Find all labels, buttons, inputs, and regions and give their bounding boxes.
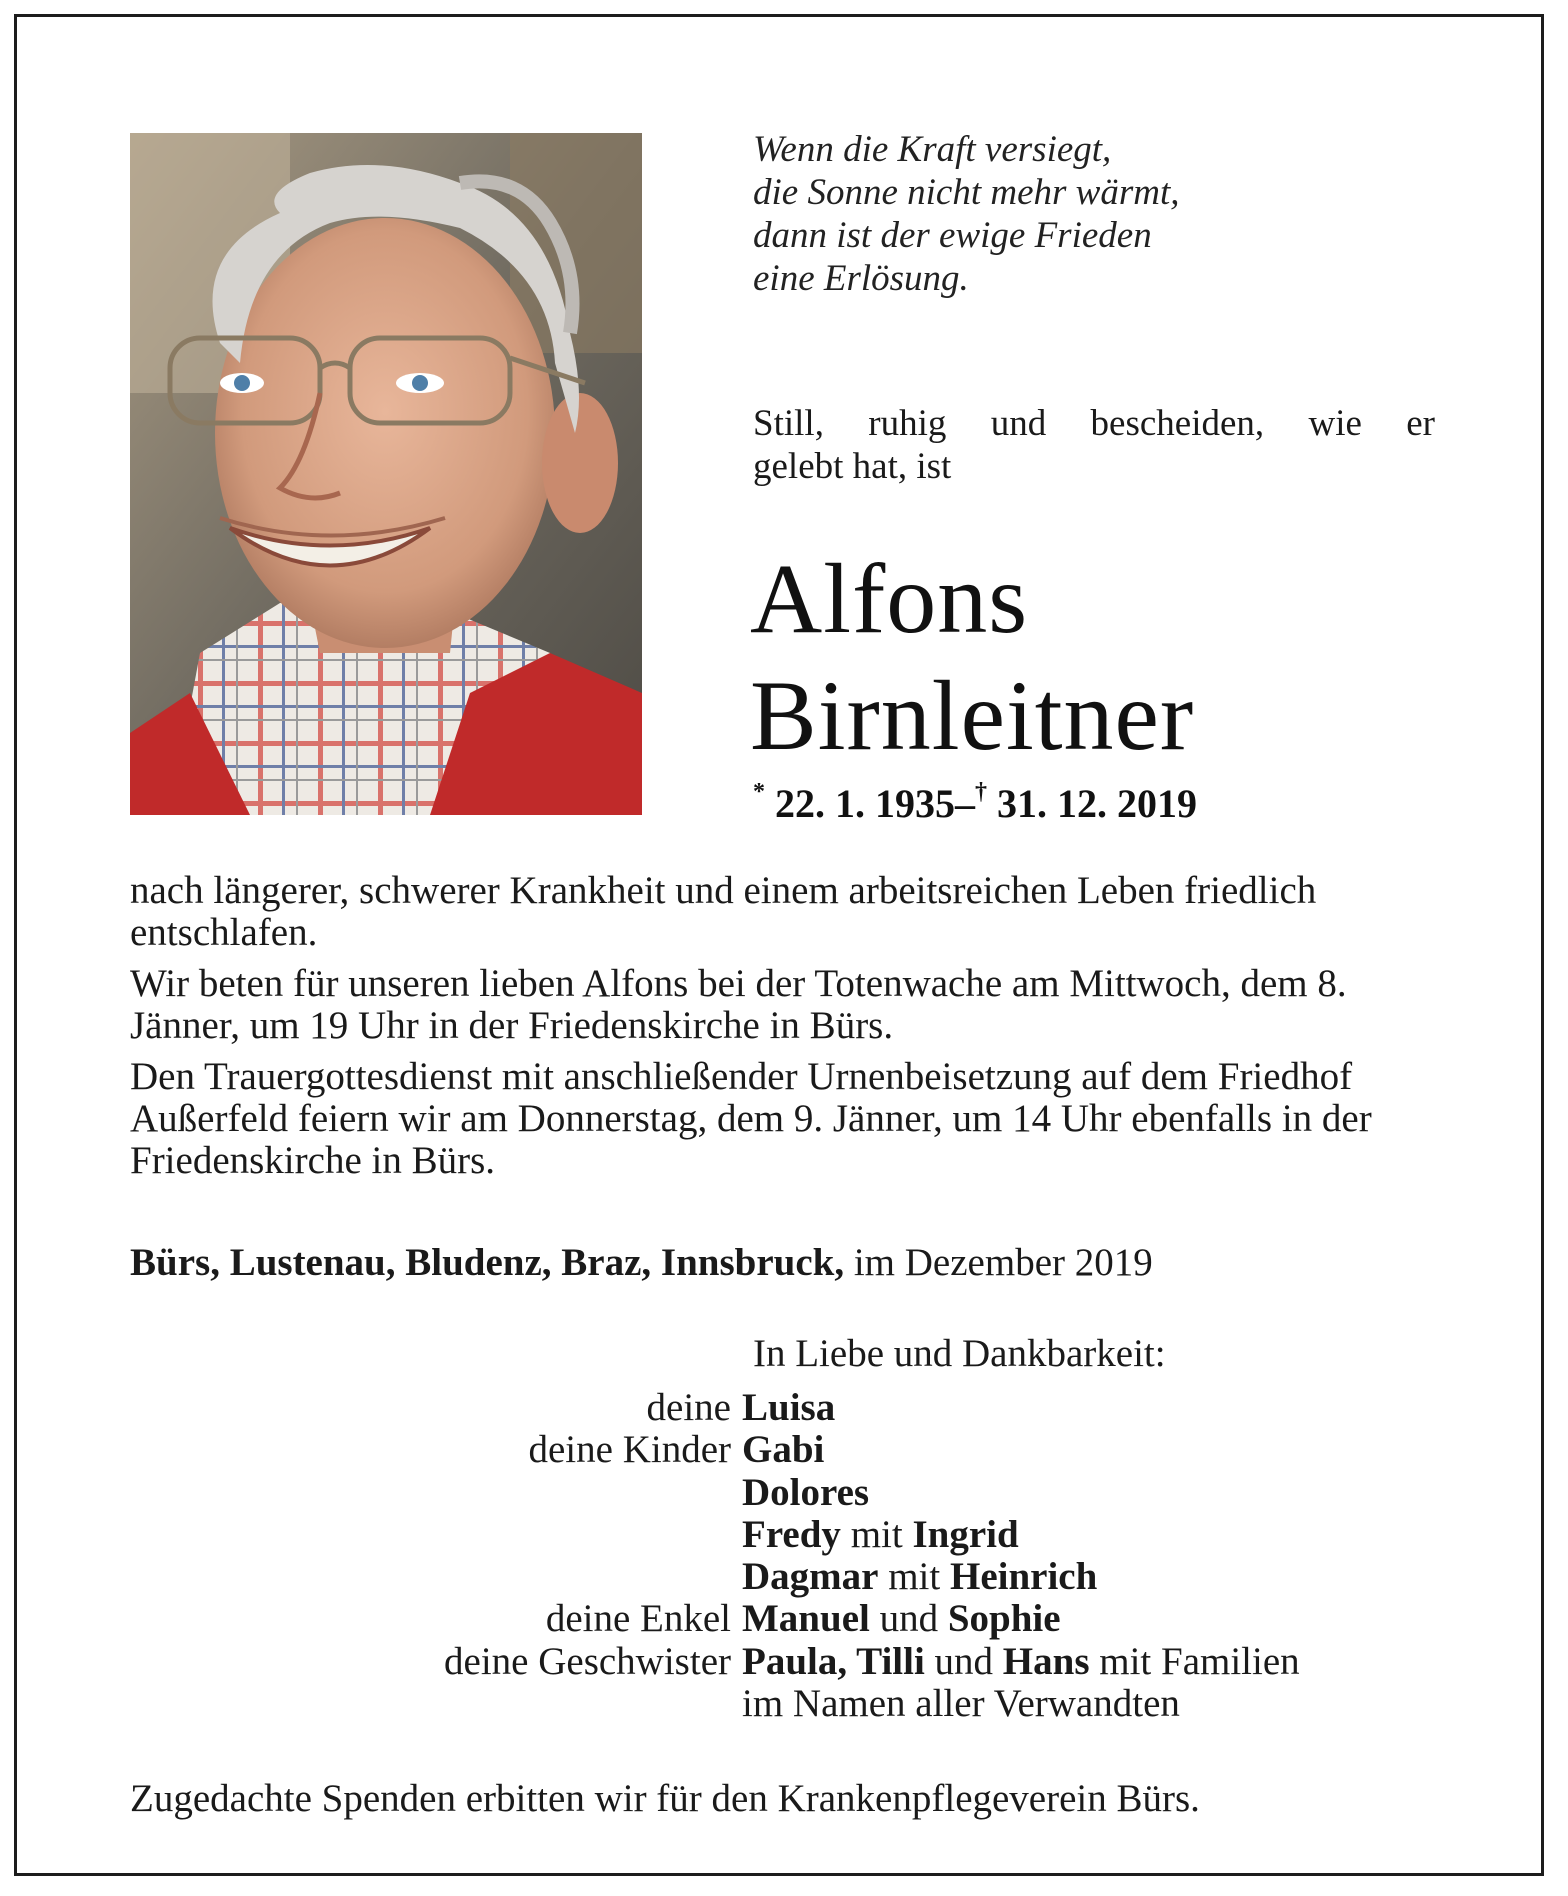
family-row [0, 1514, 1568, 1556]
relatives-line: im Namen aller Verwandten [742, 1682, 1180, 1726]
family-member: Dolores [742, 1470, 870, 1514]
intro-line: Still, ruhig und bescheiden, wie er [753, 403, 1435, 444]
family-row [0, 1556, 1568, 1598]
body-paragraph: Den Trauergottesdienst mit anschließender Urnenbeisetzung auf dem Friedhof Außerfeld feiern wir am Donnerstag, dem 9. Jänner, um 14 Uhr ebenfalls in der Friedenskirche in Bürs. [130, 1055, 1372, 1182]
portrait-illustration [130, 133, 642, 815]
death-date: 31. 12. 2019 [997, 781, 1197, 826]
towns: Bürs, Lustenau, Bludenz, Braz, Innsbruck, [130, 1241, 845, 1284]
family-member: Fredy [742, 1512, 841, 1556]
poem-line: Wenn die Kraft versiegt, [753, 129, 1112, 170]
family-member: Paula, Tilli [742, 1639, 925, 1683]
connector: mit [888, 1555, 941, 1599]
life-dates [753, 778, 1197, 826]
closing-phrase: In Liebe und Dankbarkeit: [753, 1332, 1166, 1375]
body-paragraph: nach längerer, schwerer Krankheit und einem arbeitsreichen Leben friedlich entschlafen. [130, 869, 1317, 954]
relation-label: deine Enkel [545, 1597, 731, 1641]
place-date: im Dezember 2019 [853, 1241, 1153, 1284]
family-row [0, 1472, 1568, 1514]
connector: und [879, 1597, 939, 1641]
family-member: Hans [1002, 1639, 1090, 1683]
intro-text [753, 402, 1435, 488]
place-date-line [130, 1241, 1153, 1285]
first-name: Alfons [750, 543, 1029, 654]
poem [753, 128, 1353, 300]
family-member: Dagmar [742, 1555, 879, 1599]
family-member: Manuel [742, 1597, 870, 1641]
family-row [0, 1387, 1568, 1429]
date-separator: – [955, 781, 975, 826]
deceased-name [750, 540, 1194, 774]
poem-line: eine Erlösung. [753, 258, 969, 299]
family-row [0, 1641, 1568, 1683]
intro-line: gelebt hat, ist [753, 446, 952, 487]
family-member: Sophie [947, 1597, 1061, 1641]
family-member: Heinrich [949, 1555, 1098, 1599]
poem-line: dann ist der ewige Frieden [753, 215, 1152, 256]
relation-label: deine [646, 1386, 731, 1429]
relation-label: deine Kinder [528, 1428, 731, 1472]
relation-label: deine Geschwister [444, 1639, 731, 1683]
family-row [0, 1598, 1568, 1640]
family-row [0, 1429, 1568, 1471]
body-paragraph: Wir beten für unseren lieben Alfons bei der Totenwache am Mittwoch, dem 8. Jänner, um 19 Uhr in der Friedenskirche in Bürs. [130, 962, 1347, 1047]
family-member: Luisa [742, 1386, 836, 1429]
family-member: Ingrid [912, 1512, 1019, 1556]
birth-date: 22. 1. 1935 [775, 781, 955, 826]
death-cross: † [975, 778, 987, 805]
poem-line: die Sonne nicht mehr wärmt, [753, 172, 1180, 213]
connector: mit Familien [1099, 1639, 1300, 1683]
connector: mit [850, 1512, 903, 1556]
birth-star: * [753, 778, 765, 805]
family-member: Gabi [742, 1428, 825, 1472]
family-list [0, 1387, 1568, 1725]
portrait-photo [130, 133, 642, 815]
announcement-body [130, 870, 1437, 1191]
donation-note: Zugedachte Spenden erbitten wir für den Krankenpflegeverein Bürs. [130, 1777, 1200, 1820]
connector: und [934, 1639, 994, 1683]
last-name: Birnleitner [750, 660, 1195, 771]
family-row [0, 1683, 1568, 1725]
